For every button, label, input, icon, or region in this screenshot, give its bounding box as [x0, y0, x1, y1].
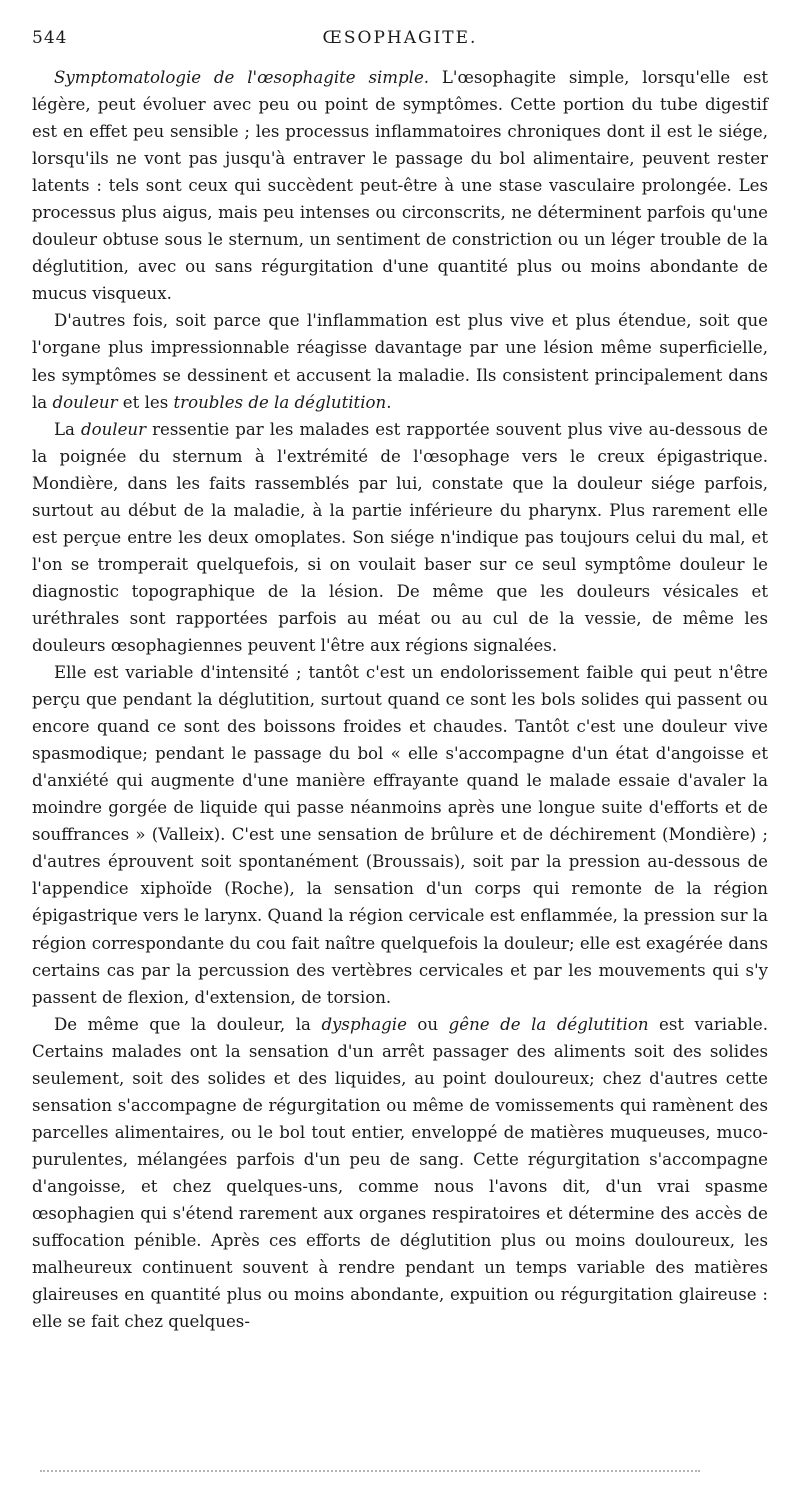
- paragraph-text: ou: [406, 1014, 449, 1034]
- paragraph-text: .: [386, 392, 392, 412]
- italic-term-douleur: douleur: [80, 419, 147, 439]
- italic-term-gene-deglutition: gêne de la déglutition: [448, 1014, 649, 1034]
- paragraph-douleur: [32, 416, 768, 659]
- paragraph-intensite: [32, 659, 768, 1011]
- paragraph-text: De même que la douleur, la: [54, 1014, 322, 1034]
- paragraph-dysphagie: [32, 1011, 768, 1336]
- paragraph-symptomatologie: [32, 64, 768, 307]
- paragraph-text: L'œsophagite simple, lorsqu'elle est légère, peut évoluer avec peu ou point de symptômes. Cette portion du tube digestif est en effet peu sensible ; les processus inflammatoires chroniques dont il est le siége, lorsqu'ils ne vont pas jusqu'à entraver le passage du bol alimentaire, peuvent rester latents : tels sont ceux qui succèdent peut-être à une stase vasculaire prolongée. Les processus plus aigus, mais peu intenses ou circonscrits, ne déterminent parfois qu'une douleur obtuse sous le sternum, un sentiment de constriction ou un léger trouble de la déglutition, avec ou sans régurgitation d'une quantité plus ou moins abondante de mucus visqueux.: [32, 68, 769, 304]
- section-heading-italic: Symptomatologie de l'œsophagite simple.: [54, 68, 430, 87]
- paragraph-text: La: [54, 419, 81, 439]
- paragraph-text: ressentie par les malades est rapportée souvent plus vive au-dessous de la poignée du sternum à l'extrémité de l'œsophage vers le creux épigastrique. Mondière, dans les faits rassemblés par lui, constate que la douleur siége parfois, surtout au début de la maladie, à la partie inférieure du pharynx. Plus rarement elle est perçue entre les deux omoplates. Son siége n'indique pas toujours celui du mal, et l'on se tromperait quelquefois, si on voulait baser sur ce seul symptôme douleur le diagnostic topographique de la lésion. De même que les douleurs vésicales et uréthrales sont rapportées parfois au méat ou au cul de la vessie, de même les douleurs œsophagiennes peuvent l'être aux régions signalées.: [32, 419, 769, 655]
- italic-term-troubles: troubles de la déglutition: [173, 392, 387, 412]
- paragraph-text: et les: [117, 392, 174, 412]
- italic-term-douleur: douleur: [52, 392, 118, 412]
- paragraph-autres-fois: [32, 307, 768, 415]
- paragraph-text: D'autres fois, soit parce que l'inflammation est plus vive et plus étendue, soit que l'organe plus impressionnable réagisse davantage par une lésion même superficielle, les symptômes se dessinent et accusent la maladie. Ils consistent principalement dans la: [32, 311, 768, 412]
- page-number: 544: [32, 28, 68, 48]
- paragraph-text: est variable. Certains malades ont la sensation d'un arrêt passager des aliments soit des solides seulement, soit des solides et des liquides, au point douloureux; chez d'autres cette sensation s'accompagne de régurgitation ou même de vomissements qui ramènent des parcelles alimentaires, ou le bol tout entier, enveloppé de matières muqueuses, muco-purulentes, mélangées parfois d'un peu de sang. Cette régurgitation s'accompagne d'angoisse, et chez quelques-uns, comme nous l'avons dit, d'un vrai spasme œsophagien qui s'étend rarement aux organes respiratoires et détermine des accès de suffocation pénible. Après ces efforts de déglutition plus ou moins douloureux, les malheureux continuent souvent à rendre pendant un temps variable des matières glaireuses en quantité plus ou moins abondante, expuition ou régurgitation glaireuse : elle se fait chez quelques-: [32, 1014, 768, 1332]
- chapter-title: ŒSOPHAGITE.: [322, 28, 478, 48]
- running-head: [32, 28, 768, 58]
- bleed-through-rule: [40, 1470, 700, 1472]
- paragraph-text: Elle est variable d'intensité ; tantôt c'est un endolorissement faible qui peut n'être perçu que pendant la déglutition, surtout quand ce sont les bols solides qui passent ou encore quand ce sont des boissons froides et chaudes. Tantôt c'est une douleur vive spasmodique; pendant le passage du bol « elle s'accompagne d'un état d'angoisse et d'anxiété qui augmente d'une manière effrayante quand le malade essaie d'avaler la moindre gorgée de liquide qui passe néanmoins après une longue suite d'efforts et de souffrances » (Valleix). C'est une sensation de brûlure et de déchirement (Mondière) ; d'autres éprouvent soit spontanément (Broussais), soit par la pression au-dessous de l'appendice xiphoïde (Roche), la sensation d'un corps qui remonte de la région épigastrique vers le larynx. Quand la région cervicale est enflammée, la pression sur la région correspondante du cou fait naître quelquefois la douleur; elle est exagérée dans certains cas par la percussion des vertèbres cervicales et par les mouvements qui s'y passent de flexion, d'extension, de torsion.: [32, 663, 768, 1007]
- body-text: [32, 64, 768, 1335]
- italic-term-dysphagie: dysphagie: [321, 1014, 407, 1034]
- document-page: [32, 28, 768, 1335]
